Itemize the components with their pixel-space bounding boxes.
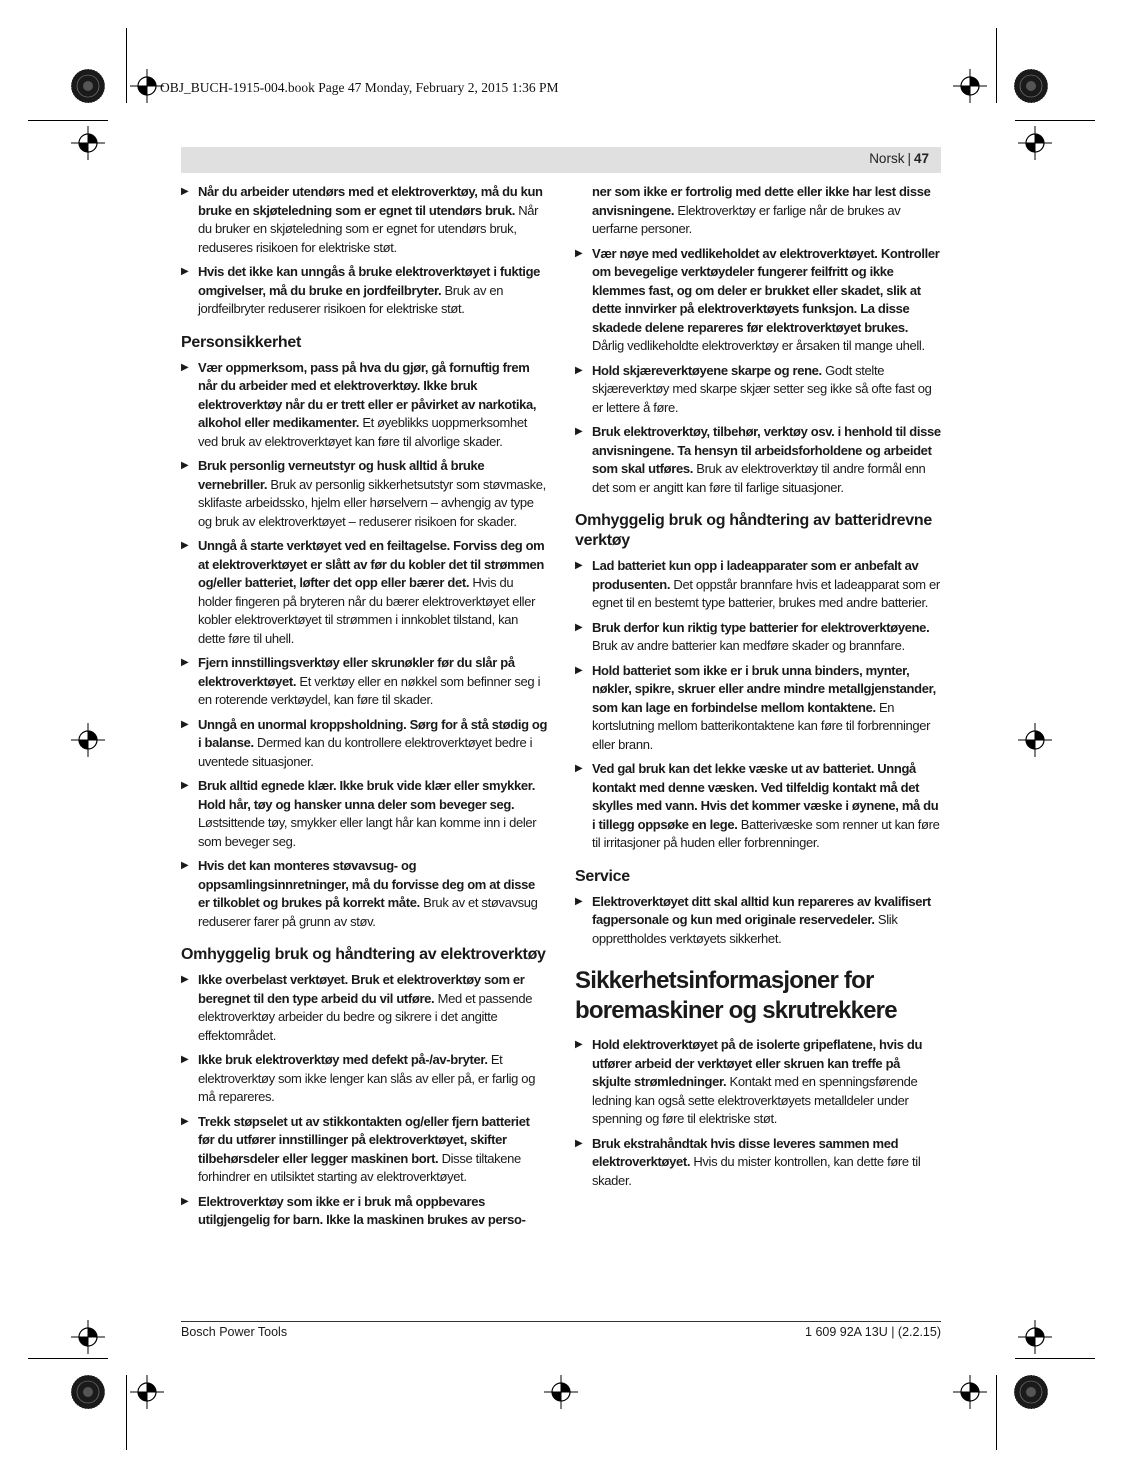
registration-icon (953, 69, 987, 103)
item-lead: Unngå en unormal kroppsholdning. Sørg for å stå stødig og i balanse. (198, 716, 548, 750)
bullet-arrow-icon: ▶ (181, 860, 189, 871)
continued-lead: ner som ikke er fortrolig med dette eller ikke har lest disse anvisningene. (592, 184, 931, 218)
continued-text: Elektroverktøy er farlige når de brukes av uerfarne personer. (592, 202, 901, 236)
section-heading-service: Service (575, 867, 630, 885)
list-item (575, 662, 942, 755)
bullet-arrow-icon: ▶ (181, 1195, 189, 1207)
item-lead: Trekk støpselet ut av stikkontakten og/eller fjern batteriet før du utfører innstillinger på elektroverktøyet, skifter tilbehørsdeler eller legger maskinen bort. (198, 1113, 530, 1166)
bullet-arrow-icon: ▶ (575, 247, 583, 259)
left-column (181, 183, 548, 1236)
item-lead: Bruk derfor kun riktig type batterier for elektroverktøyene. (592, 619, 930, 635)
section-heading-elektroverktoy: Omhyggelig bruk og håndtering av elektroverktøy (181, 946, 546, 963)
footer-publisher: Bosch Power Tools (181, 1325, 288, 1339)
registration-icon (71, 723, 105, 757)
section-heading-personsikkerhet: Personsikkerhet (181, 333, 302, 351)
item-lead: Vær nøye med vedlikeholdet av elektroverktøyet. Kontroller om bevegelige verktøydeler fungerer feilfritt og ikke klemmes fast, og om deler er brukket eller skadet, slik at dette innvirker på elektroverktøyets funksjon. La disse skadede delene repareres før elektroverktøyet brukes. (592, 245, 940, 335)
item-text: Dårlig vedlikeholdte elektroverktøy er årsaken til mange uhell. (592, 338, 925, 353)
list-item (575, 1036, 942, 1129)
header-text: Norsk | 47 (869, 151, 929, 166)
item-lead: Bruk alltid egnede klær. Ikke bruk vide klær eller smykker. Hold hår, tøy og hansker unna deler som beveger seg. (198, 778, 536, 812)
color-star-icon (71, 69, 105, 103)
bullet-arrow-icon: ▶ (181, 361, 189, 373)
item-text: Bruk av andre batterier kan medføre skader og brannfare. (592, 638, 905, 653)
item-text: Dermed kan du kontrollere elektroverktøyet bedre i uventede situasjoner. (198, 735, 533, 769)
item-lead: Ikke overbelast verktøyet. Bruk et elektroverktøy som er beregnet til den type arbeid du vil utføre. (198, 972, 525, 1006)
item-text: Disse tiltakene forhindrer en utilsiktet starting av elektroverktøyet. (198, 1150, 521, 1184)
bullet-arrow-icon: ▶ (181, 657, 189, 668)
item-text: Slik opprettholdes verktøyets sikkerhet. (592, 912, 898, 946)
intro-list (181, 183, 548, 319)
registration-icon (1018, 126, 1052, 160)
item-lead: Ikke bruk elektroverktøy med defekt på-/av-bryter. (198, 1052, 488, 1067)
list-item (575, 1135, 942, 1191)
list-item (575, 423, 942, 497)
item-lead: Hvis det ikke kan unngås å bruke elektroverktøyet i fuktige omgivelser, må du bruke en jordfeilbryter. (198, 264, 541, 298)
bullet-arrow-icon: ▶ (181, 780, 189, 791)
item-text: Et øyeblikks uoppmerksomhet ved bruk av elektroverktøyet kan føre til alvorlige skader. (198, 415, 528, 449)
item-lead: Unngå å starte verktøyet ved en feiltagelse. Forviss deg om at elektroverktøyet er slått av før du kobler det til strømmen og/eller batteriet, løfter det opp eller bærer det. (198, 538, 545, 590)
bullet-arrow-icon: ▶ (575, 763, 583, 774)
item-text: En kortslutning mellom batterikontaktene kan føre til forbrenninger eller brann. (592, 699, 931, 752)
bullet-arrow-icon: ▶ (575, 1137, 583, 1149)
registration-icon (1018, 723, 1052, 757)
item-lead: Elektroverktøyet ditt skal alltid kun repareres av kvalifisert fagpersonale og kun med originale reservedeler. (592, 893, 931, 927)
registration-icon (71, 126, 105, 160)
registration-icon (544, 1375, 578, 1409)
maintenance-list (575, 245, 942, 498)
batteri-list (575, 557, 942, 853)
item-text: Batterivæske som renner ut kan føre til irritasjoner på huden eller forbrenninger. (592, 816, 940, 850)
item-text: Godt stelte skjæreverktøy med skarpe skjær setter seg ikke så ofte fast og er lettere å føre. (592, 362, 932, 415)
list-item (181, 537, 548, 648)
item-text: Løstsittende tøy, smykker eller langt hår kan komme inn i deler som beveger seg. (198, 815, 537, 849)
bullet-arrow-icon: ▶ (181, 186, 189, 197)
item-lead: Hold skjæreverktøyene skarpe og rene. (592, 362, 822, 378)
item-text: Kontakt med en spenningsførende ledning kan også sette elektroverktøyets metalldeler under spenning og føre til elektriske støt. (592, 1074, 918, 1126)
header-language: Norsk (869, 151, 905, 166)
item-lead: Elektroverktøy som ikke er i bruk må oppbevares utilgjengelig for barn. Ikke la maskinen brukes av perso- (198, 1193, 526, 1227)
item-text: Bruk av elektroverktøy til andre formål enn det som er angitt kan føre til farlige situasjoner. (592, 461, 926, 495)
list-item (181, 1113, 548, 1187)
list-item (181, 263, 548, 319)
bullet-arrow-icon: ▶ (575, 1039, 583, 1050)
item-text: Hvis du mister kontrollen, kan dette føre til skader. (592, 1154, 921, 1188)
item-lead: Lad batteriet kun opp i ladeapparater som er anbefalt av produsenten. (592, 558, 919, 592)
item-text: Bruk av et støvavsug reduserer farer på grunn av støv. (198, 895, 538, 929)
list-item (181, 777, 548, 851)
bullet-arrow-icon: ▶ (181, 460, 189, 471)
footer-code: 1 609 92A 13U | (2.2.15) (805, 1325, 941, 1339)
item-text: Bruk av personlig sikkerhetsutstyr som støvmaske, sklifaste arbeidssko, hjelm eller hørselvern – avhengig av type og bruk av elektroverktøyet – reduserer risikoen for skader. (198, 476, 546, 529)
elektroverktoy-list (181, 971, 548, 1230)
registration-icon (130, 69, 164, 103)
list-item (181, 1051, 548, 1107)
personsikkerhet-list (181, 359, 548, 932)
registration-icon (1018, 1320, 1052, 1354)
bullet-arrow-icon: ▶ (181, 540, 189, 551)
list-item (181, 716, 548, 772)
bullet-arrow-icon: ▶ (575, 621, 583, 633)
registration-icon (130, 1375, 164, 1409)
list-item (181, 1193, 548, 1230)
item-lead: Bruk elektroverktøy, tilbehør, verktøy osv. i henhold til disse anvisningene. Ta hensyn til arbeidsforholdene og arbeidet som skal utføres. (592, 424, 941, 476)
item-lead: Hold batteriet som ikke er i bruk unna binders, mynter, nøkler, spikre, skruer eller andre mindre metallgjenstander, som kan lage en forbindelse mellom kontaktene. (592, 662, 936, 715)
item-text: Bruk av en jordfeilbryter reduserer risikoen for elektriske støt. (198, 282, 504, 316)
list-item (181, 359, 548, 452)
item-lead: Hvis det kan monteres støvavsug- og oppsamlingsinnretninger, må du forvisse deg om at disse er tilkoblet og brukes på korrekt måte. (198, 858, 535, 910)
bullet-arrow-icon: ▶ (181, 1115, 189, 1127)
book-info: OBJ_BUCH-1915-004.book Page 47 Monday, February 2, 2015 1:36 PM (160, 80, 559, 95)
item-lead: Ved gal bruk kan det lekke væske ut av batteriet. Unngå kontakt med denne væsken. Ved tilfeldig kontakt må det skylles med vann. Hvis det kommer væske i øynene, må du i tillegg oppsøke en lege. (592, 761, 939, 832)
bullet-arrow-icon: ▶ (575, 895, 583, 907)
item-lead: Fjern innstillingsverktøy eller skrunøkler før du slår på elektroverktøyet. (198, 655, 515, 689)
bullet-arrow-icon: ▶ (575, 664, 583, 676)
list-item (575, 557, 942, 613)
item-text: Hvis du holder fingeren på bryteren når du bærer elektroverktøyet eller kobler elektroverktøyet til strømmen i innkoblet tilstand, kan dette føre til uhell. (198, 575, 536, 646)
registration-icon (953, 1375, 987, 1409)
item-lead: Hold elektroverktøyet på de isolerte gripeflatene, hvis du utfører arbeid der verktøyet eller skruen kan treffe på skjulte strømledninger. (592, 1037, 923, 1089)
page-header (181, 147, 941, 173)
bullet-arrow-icon: ▶ (181, 1054, 189, 1065)
main-heading: Sikkerhetsinformasjoner for boremaskiner og skrutrekkere (575, 967, 897, 1024)
list-item (181, 971, 548, 1045)
color-star-icon (1014, 1375, 1048, 1409)
list-item (575, 619, 942, 656)
item-text: Det oppstår brannfare hvis et ladeapparat som er egnet til en bestemt type batterier, brukes med andre batterier. (592, 576, 940, 610)
item-text: Et elektroverktøy som ikke lenger kan slås av eller på, er farlig og må repareres. (198, 1052, 536, 1104)
list-item (181, 183, 548, 257)
item-text: Med et passende elektroverktøy arbeider du bedre og sikrere i det angitte effektområdet. (198, 990, 533, 1043)
bullet-arrow-icon: ▶ (575, 560, 583, 571)
bullet-arrow-icon: ▶ (181, 974, 189, 985)
bullet-arrow-icon: ▶ (575, 426, 583, 437)
item-lead: Bruk ekstrahåndtak hvis disse leveres sammen med elektroverktøyet. (592, 1135, 899, 1169)
service-list (575, 893, 942, 949)
item-lead: Vær oppmerksom, pass på hva du gjør, gå fornuftig frem når du arbeider med et elektroverktøy. Ikke bruk elektroverktøy når du er trett eller er påvirket av narkotika, alkohol eller medikamenter. (198, 359, 537, 430)
page-number: 47 (913, 151, 929, 166)
section-heading-batteri: Omhyggelig bruk og håndtering av batteridrevne verktøy (575, 512, 932, 549)
boremaskiner-list (575, 1036, 942, 1190)
item-lead: Når du arbeider utendørs med et elektroverktøy, må du kun bruke en skjøteledning som er egnet til utendørs bruk. (198, 184, 543, 218)
list-item (181, 857, 548, 931)
right-column (575, 183, 942, 1196)
list-item (181, 654, 548, 710)
item-lead: Bruk personlig verneutstyr og husk alltid å bruke vernebriller. (198, 458, 485, 492)
list-item (575, 760, 942, 853)
bullet-arrow-icon: ▶ (575, 364, 583, 376)
bullet-arrow-icon: ▶ (181, 266, 189, 277)
bullet-arrow-icon: ▶ (181, 718, 189, 730)
footer-divider (181, 1321, 941, 1322)
list-item (181, 457, 548, 531)
item-text: Et verktøy eller en nøkkel som befinner seg i en roterende verktøydel, kan føre til skader. (198, 673, 541, 707)
continued-paragraph (575, 183, 942, 239)
list-item (575, 245, 942, 356)
color-star-icon (71, 1375, 105, 1409)
color-star-icon (1014, 69, 1048, 103)
registration-icon (71, 1320, 105, 1354)
list-item (575, 893, 942, 949)
item-text: Når du bruker en skjøteledning som er egnet for utendørs bruk, reduseres risikoen for elektriske støt. (198, 202, 539, 255)
list-item (575, 362, 942, 418)
